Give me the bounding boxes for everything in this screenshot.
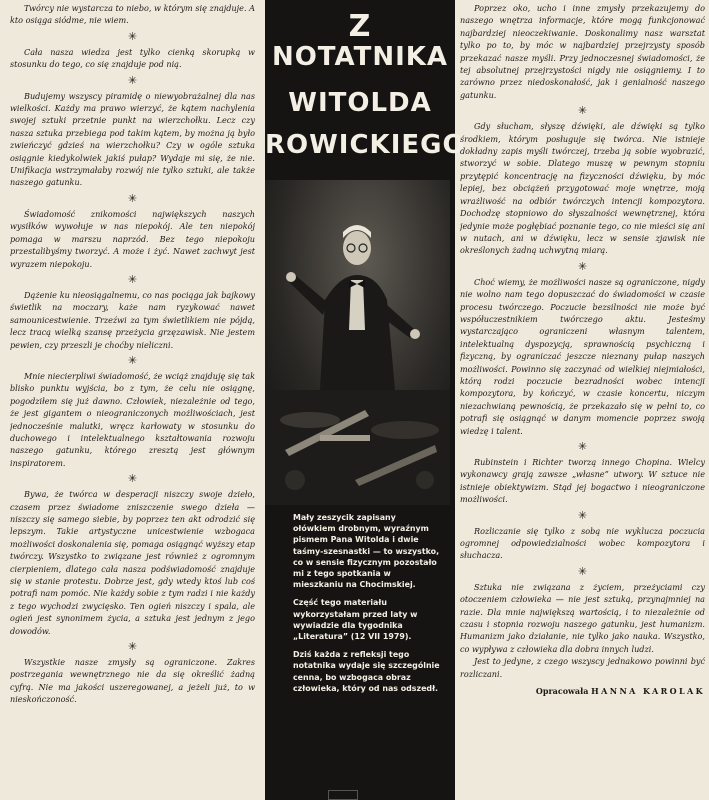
title-line-notatnika: NOTATNIKA (271, 42, 449, 72)
conductor-photo (265, 180, 450, 505)
left-paragraph-3: Budujemy wszyscy piramidę o niewyobrażalnej dla nas wielkości. Każdy ma prawo wierzyć, że kątem nachylenia swojej sztuki przetnie punkt na wierzchołku. Lecz czy nasza sztuka przebiega pod takim kątem, by można ją było zwieńczyć gdzieś na wierzchołku? Czy w ogóle sztuka osiągnie kiedykolwiek jakiś pułap? Wydaje mi się, że nie. Unifikacja wstrzymałaby rozwój nie tylko sztuki, ale także naszego gatunku. (10, 90, 255, 188)
asterisk-separator: ✳ (127, 353, 138, 367)
title-line-witolda: WITOLDA (288, 88, 432, 118)
left-paragraph-2: Cała nasza wiedza jest tylko cienką skorupką w stosunku do tego, co się znajduje pod nią. (10, 46, 255, 70)
left-paragraph-4: Świadomość znikomości największych naszych wysiłków wywołuje w nas niepokój. Ale ten niepokój pomaga w marszu naprzód. Bez tego niepokoju przestalibyśmy tworzyć. A może i żyć. Nawet zachwyt jest wyrazem niepokoju. (10, 208, 255, 269)
right-paragraph-7: Jest to jedyne, z czego wszyscy jednakowo powinni być rozliczani. (460, 656, 705, 679)
asterisk-separator: ✳ (127, 29, 138, 43)
asterisk-separator: ✳ (127, 472, 138, 486)
asterisk-separator: ✳ (577, 440, 588, 453)
asterisk-separator: ✳ (127, 640, 138, 654)
left-paragraph-8: Wszystkie nasze zmysły są ograniczone. Zakres postrzegania wewnętrznego nie da się określić żadną cyfrą. Nie ma jakości uszeregowanej, a jeżeli już, to w nieskończoność. (10, 657, 255, 705)
caption-paragraph-2: Część tego materiału wykorzystałam przed laty w wywiadzie dla tygodnika „Literatura” (12 VII 1979). (293, 598, 418, 642)
asterisk-separator: ✳ (127, 73, 138, 87)
right-paragraph-3: Choć wiemy, że możliwości nasze są ograniczone, nigdy nie wolno nam tego dopuszczać do świadomości w czasie procesu twórczego. Poczucie bezsilności nie może być współuczestnikiem twórczego aktu. Jesteśmy wystarczająco ograniczeni własnym talentem, intelektualną dyspozycją, sprawnością psychiczną i fizyczną, by ograniczać jeszcze nieznany pułap naszych możliwości. Powinno się zaczynać od wielkiej niejmiałości, którą rodzi poczucie bezradności wobec intencji kompozytora, by kończyć, w czasie koncertu, niczym niezachwianą pewnością, że przekazało się w pełni to, co potrafi się osiągnąć w danym momencie poprzez swoją wiedzę i talent. (460, 276, 705, 436)
asterisk-separator: ✳ (127, 191, 138, 205)
caption-paragraph-3: Dziś każda z refleksji tego notatnika wydaje się szczególnie cenna, bo wzbogaca obraz człowieka, który od nas odszedł. (293, 650, 440, 693)
left-paragraph-5: Dążenie ku nieosiągalnemu, co nas pociąga jak bajkowy świetlik na moczary, każe nam ryzykować nawet samounicestwienie. Trzeźwi za tym świetlikiem nie pójdą, lecz tracą wielką szansę przeżycia grzęzawisk. Nie jestem pewien, czy przeszli je choćby nieliczni. (10, 289, 255, 350)
photo-caption (293, 512, 441, 701)
author-credit (460, 686, 705, 696)
conductor-photo-illustration (265, 180, 450, 505)
left-paragraph-1: Twórcy nie wystarcza to niebo, w którym się znajduje. A kto osiąga siódme, nie wiem. (10, 3, 255, 26)
right-paragraph-5: Rozliczanie się tylko z sobą nie wyklucza poczucia ogromnej odpowiedzialności wobec kompozytora i słuchacza. (460, 525, 705, 561)
right-paragraph-2: Gdy słucham, słyszę dźwięki, ale dźwięki są tylko środkiem, którym posługuje się twórca. Nie istnieje dokładny zapis myśli twórczej, trzeba ją sobie wyobrazić, stworzyć w sobie. Dlatego muszę w pewnym stopniu przytępić koncentrację na fizyczności dźwięku, by móc lepiej, bez obciążeń przygotować moje wnętrze, moją wrażliwość na odbiór twórczych intencji kompozytora. Dochodzę stopniowo do słyszalności wewnętrznej, która jedynie może pogłębiać poznanie tego, co nie mieści się ani w nutach, ani w dźwięku, lecz w sensie zjawisk nie określonych żadną uchwytną miarą. (460, 121, 705, 256)
title-line-z: Z (348, 9, 372, 44)
right-paragraph-6: Sztuka nie związana z życiem, przeżyciami czy otoczeniem człowieka — nie jest sztuką, przynajmniej na razie. Dla mnie największą wartością, i to niezależnie od czasu i stopnia rozwoju naszego gatunku, jest humanizm. Humanizm jako działanie, nie tylko jako nauka. Wszystko, co wypływa z człowieka dla dobra innych ludzi. (460, 581, 705, 654)
page-number: 25/26 (328, 790, 358, 800)
credit-name: HANNA KAROLAK (591, 686, 705, 697)
title-line-rowickiego: ROWICKIEGO (265, 130, 466, 160)
asterisk-separator: ✳ (577, 564, 588, 578)
left-column (10, 0, 255, 706)
right-paragraph-4: Rubinstein i Richter tworzą innego Chopina. Wielcy wykonawcy grają zawsze „własne” utwory. W sztuce nie istnieje obiektywizm. Stąd jej bogactwo i nieograniczone możliwości. (460, 457, 705, 505)
asterisk-separator: ✳ (577, 259, 588, 273)
left-paragraph-7: Bywa, że twórca w desperacji niszczy swoje dzieło, czasem przez świadome zniszczenie swego dzieła — niszczy się samego siebie, by poprzez ten akt odrodzić się lepszym. Takie artystyczne unicestwienie wzbogaca możliwości doskonalenia się, pomaga osiągnąć wyższy etap twórczy. Wszystko to związane jest również z ogromnym cierpieniem, dlatego cała nasza podświadomość znajduje się w stanie protestu. Dobrze jest, gdy wtedy ktoś lub coś potrafi nam pomóc. Nie każdy sobie z tym radzi i nie każdy z tego wychodzi zwycięsko. Ten ogień niszczy i spala, ale ogień jest synonimem życia, a sztuka jest jednym z jego dowodów. (10, 489, 255, 636)
right-column (460, 0, 705, 696)
caption-paragraph-1: Mały zeszycik zapisany ołówkiem drobnym, wyraźnym pismem Pana Witolda i dwie taśmy-szesnastki — to wszystko, co w sensie fizycznym pozostało mi z tego spotkania w mieszkaniu na Chocimskiej. (293, 513, 440, 590)
left-paragraph-6: Mnie niecierpliwi świadomość, że wciąż znajduję się tak blisko punktu wyjścia, bo z tym, że celu nie osiągnę, pogodziłem się już dawno. Człowiek, niezależnie od tego, że jest gigantem o nieograniczonych możliwościach, jest jednocześnie malutki, wręcz karłowaty w stosunku do duchowego i intelektualnego kształtowania rozwoju naszego gatunku, którego zresztą jest głównym inspiratorem. (10, 370, 255, 468)
right-paragraph-1: Poprzez oko, ucho i inne zmysły przekazujemy do naszego wnętrza informacje, które mogą funkcjonować najbardziej nieoczekiwanie. Doskonalimy nasz warsztat tylko po to, by móc w najbardziej przejrzysty sposób przekazać nasze myśli. Przy jednoczesnej świadomości, że tej absolutnej przejrzystości nigdy nie osiągniemy. I to zarówno przez niedoskonałość, jak i genialność naszego gatunku. (460, 3, 705, 100)
asterisk-separator: ✳ (577, 104, 588, 118)
asterisk-separator: ✳ (127, 272, 138, 286)
asterisk-separator: ✳ (577, 508, 588, 522)
credit-label: Opracowała (535, 686, 589, 697)
